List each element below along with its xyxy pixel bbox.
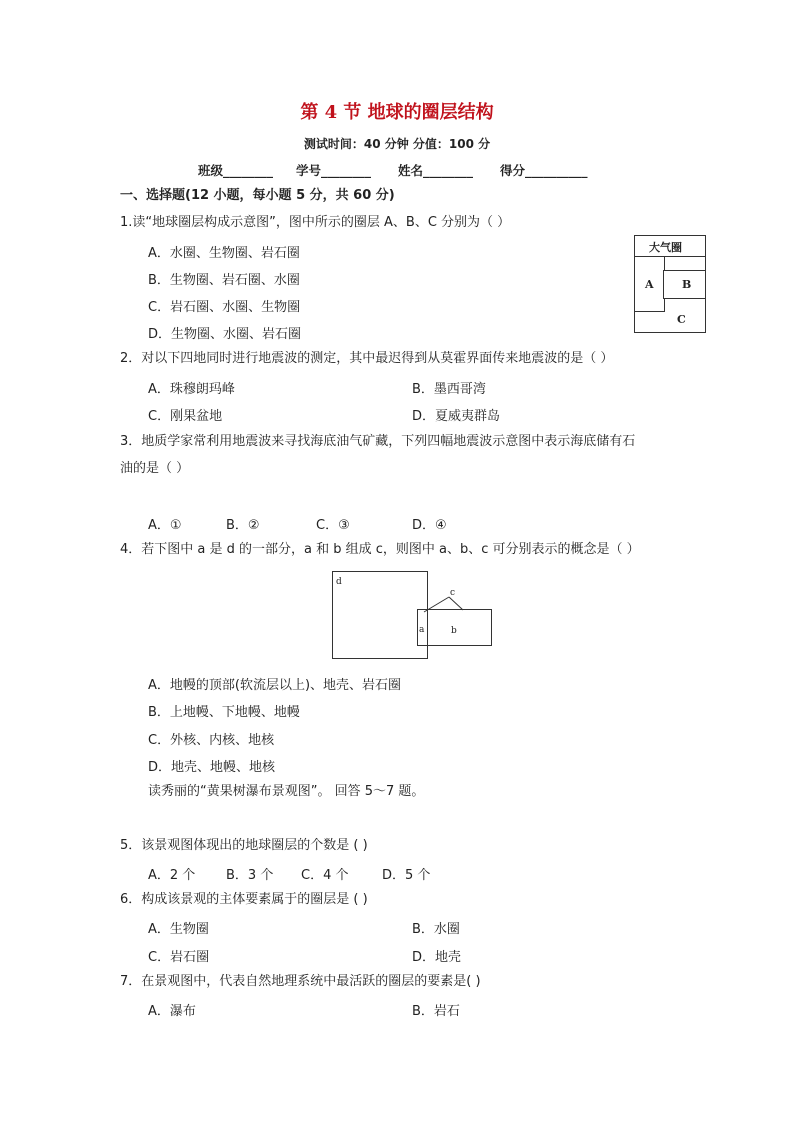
- label-b: B: [682, 278, 692, 291]
- atmosphere-label: 大气圈: [649, 241, 682, 254]
- q4-option-d[interactable]: D．地壳、地幔、地核: [148, 760, 276, 775]
- q3-option-a[interactable]: A．①: [148, 518, 182, 533]
- q6-option-d[interactable]: D．地壳: [412, 950, 462, 965]
- q1-stem: 1.读“地球圈层构成示意图”，图中所示的圈层 A、B、C 分别为（ ）: [120, 215, 511, 230]
- student-number-field[interactable]: 学号________: [296, 163, 372, 178]
- concept-diagram: [330, 568, 496, 662]
- label-d: d: [336, 577, 342, 587]
- pointer-c-right: [449, 597, 463, 610]
- q6-option-c[interactable]: C．岩石圈: [148, 950, 210, 965]
- q3-option-c[interactable]: C．③: [316, 518, 350, 533]
- label-a: A: [645, 278, 654, 291]
- q2-stem: 2．对以下四地同时进行地震波的测定，其中最迟得到从莫霍界面传来地震波的是（ ）: [120, 351, 614, 366]
- q1-option-d[interactable]: D．生物圈、水圈、岩石圈: [148, 327, 302, 342]
- label-c: c: [450, 588, 456, 598]
- q6-option-b[interactable]: B．水圈: [412, 922, 460, 937]
- q3-stem-line1: 3．地质学家常利用地震波来寻找海底油气矿藏，下列四幅地震波示意图中表示海底储有石: [120, 434, 636, 449]
- q5-option-d[interactable]: D．5 个: [382, 868, 431, 883]
- q1-option-b[interactable]: B．生物圈、岩石圈、水圈: [148, 273, 300, 288]
- q2-option-c[interactable]: C．刚果盆地: [148, 409, 223, 424]
- q7-option-a[interactable]: A．瀑布: [148, 1004, 196, 1019]
- page-title: 第 4 节 地球的圈层结构: [300, 102, 494, 123]
- q6-option-a[interactable]: A．生物圈: [148, 922, 209, 937]
- diagram-line: [663, 256, 705, 257]
- q7-option-b[interactable]: B．岩石: [412, 1004, 460, 1019]
- q4-stem: 4．若下图中 a 是 d 的一部分，a 和 b 组成 c，则图中 a、b、c 可分别表示的概念是（ ）: [120, 542, 640, 557]
- score-field[interactable]: 得分__________: [500, 163, 588, 178]
- q5-option-c[interactable]: C．4 个: [301, 868, 349, 883]
- label-a: a: [419, 625, 425, 635]
- q4-option-b[interactable]: B．上地幔、下地幔、地幔: [148, 705, 300, 720]
- q4-option-a[interactable]: A．地幔的顶部(软流层以上)、地壳、岩石圈: [148, 678, 402, 693]
- q3-stem-line2: 油的是（ ）: [120, 461, 190, 476]
- box-d: [333, 572, 428, 659]
- q5-option-a[interactable]: A．2 个: [148, 868, 196, 883]
- q2-option-a[interactable]: A．珠穆朗玛峰: [148, 382, 235, 397]
- class-field[interactable]: 班级________: [198, 163, 274, 178]
- section-heading: 一、选择题(12 小题，每小题 5 分，共 60 分): [120, 188, 395, 203]
- q5-option-b[interactable]: B．3 个: [226, 868, 274, 883]
- q4-option-c[interactable]: C．外核、内核、地核: [148, 733, 275, 748]
- label-c: C: [677, 313, 686, 326]
- q6-stem: 6．构成该景观的主体要素属于的圈层是 ( ): [120, 892, 368, 907]
- q3-option-d[interactable]: D．④: [412, 518, 447, 533]
- q5-stem: 5．该景观图体现出的地球圈层的个数是 ( ): [120, 838, 368, 853]
- name-field[interactable]: 姓名________: [398, 163, 474, 178]
- q3-option-b[interactable]: B．②: [226, 518, 260, 533]
- label-b: b: [451, 626, 457, 636]
- test-meta: 测试时间：40 分钟 分值：100 分: [303, 137, 491, 151]
- q1-option-c[interactable]: C．岩石圈、水圈、生物圈: [148, 300, 301, 315]
- q2-option-b[interactable]: B．墨西哥湾: [412, 382, 486, 397]
- q7-stem: 7．在景观图中，代表自然地理系统中最活跃的圈层的要素是( ): [120, 974, 481, 989]
- reading-instruction: 读秀丽的“黄果树瀑布景观图”。 回答 5～7 题。: [148, 784, 425, 799]
- q1-option-a[interactable]: A．水圈、生物圈、岩石圈: [148, 246, 300, 261]
- q2-option-d[interactable]: D．夏威夷群岛: [412, 409, 501, 424]
